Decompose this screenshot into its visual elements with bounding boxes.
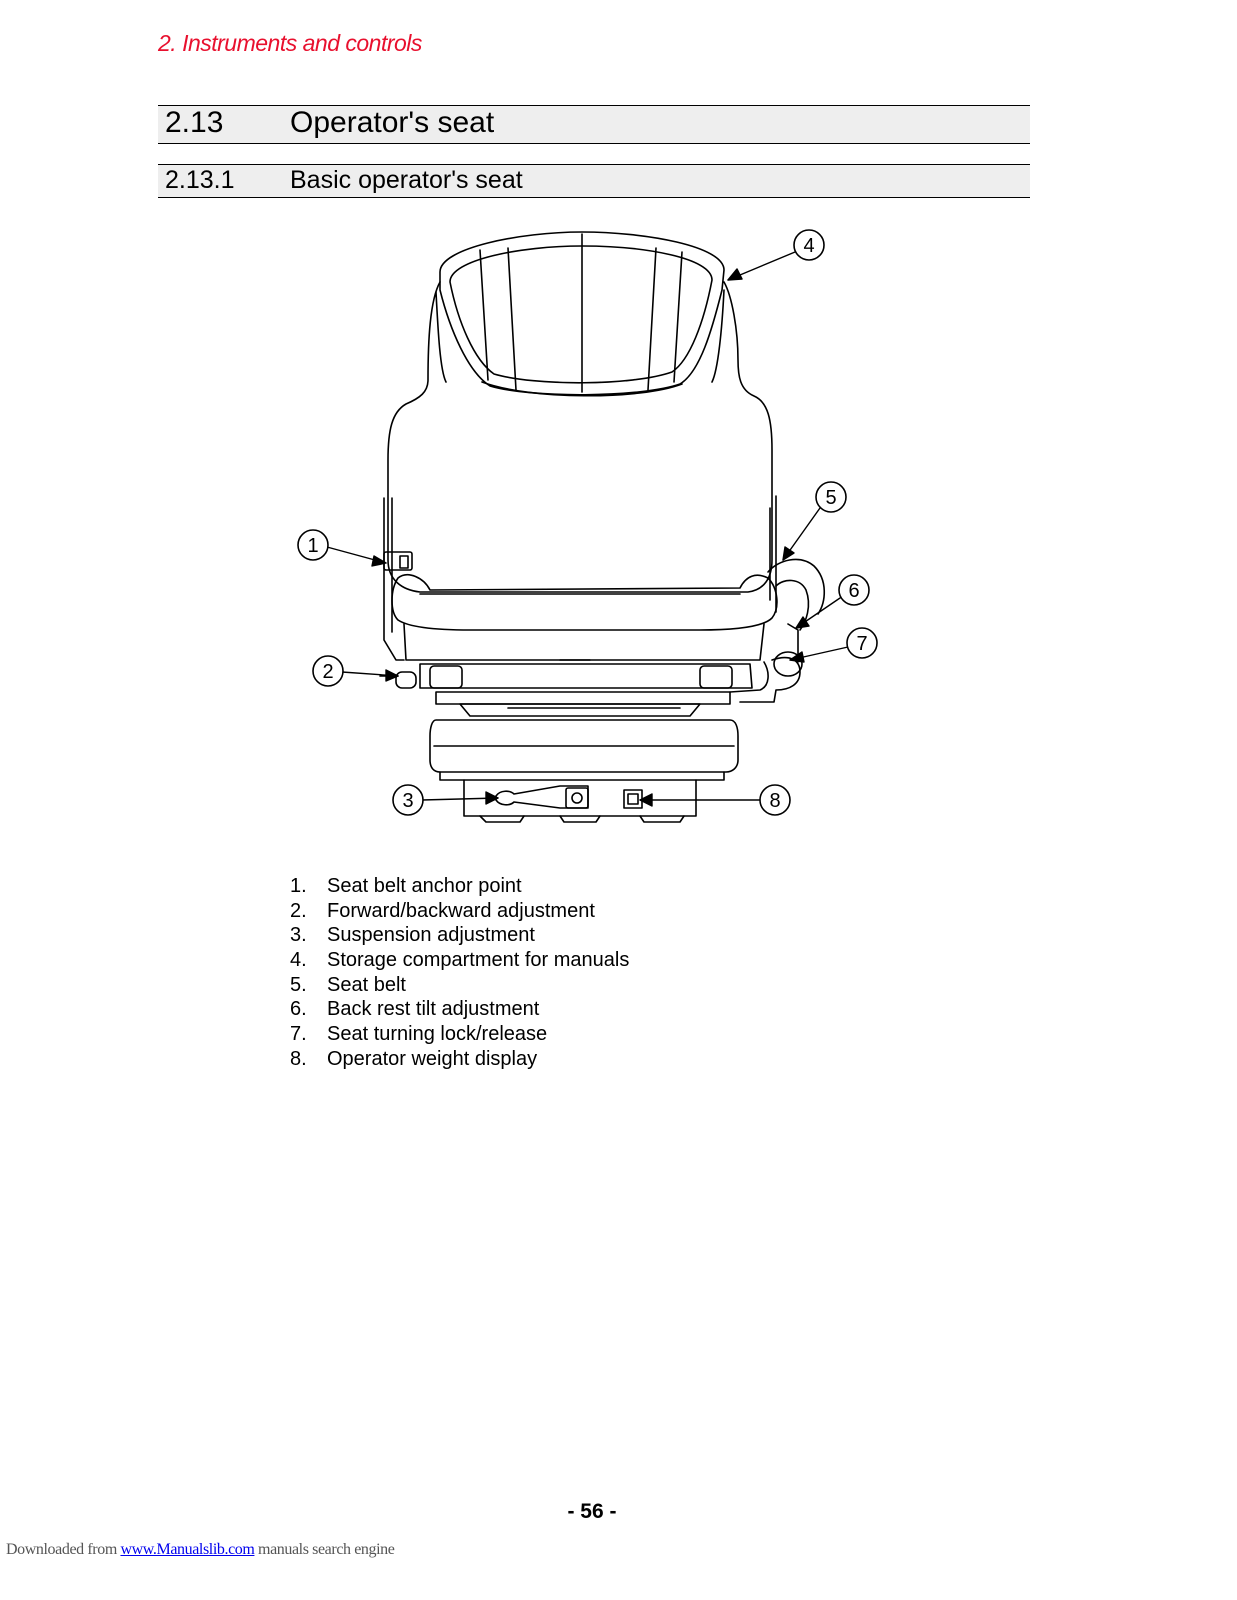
legend-number: 1. xyxy=(290,875,307,897)
legend-number: 7. xyxy=(290,1023,307,1046)
page-number: - 56 - xyxy=(567,1500,617,1523)
legend-item xyxy=(290,899,629,924)
legend-text: Storage compartment for manuals xyxy=(327,949,630,972)
legend-item xyxy=(290,1022,629,1047)
callout-7 xyxy=(847,628,877,658)
parts-legend xyxy=(290,874,629,1072)
callout-2 xyxy=(313,656,343,686)
legend-item xyxy=(290,874,629,899)
svg-text:4: 4 xyxy=(803,235,815,257)
legend-item xyxy=(290,1047,629,1072)
legend-text: Suspension adjustment xyxy=(327,924,535,947)
svg-text:8: 8 xyxy=(769,790,781,812)
legend-text: Forward/backward adjustment xyxy=(327,899,595,922)
legend-item xyxy=(290,973,629,998)
section-title: Operator's seat xyxy=(290,106,495,139)
subsection-number: 2.13.1 xyxy=(165,166,235,194)
download-footer xyxy=(6,1541,394,1559)
legend-number: 6. xyxy=(290,998,307,1021)
legend-text: Seat belt anchor point xyxy=(327,875,522,897)
legend-number: 3. xyxy=(290,924,307,947)
callout-4 xyxy=(794,230,824,260)
legend-number: 8. xyxy=(290,1047,307,1070)
footer-suffix: manuals search engine xyxy=(254,1541,395,1558)
svg-text:1: 1 xyxy=(307,535,319,557)
chapter-header: 2. Instruments and controls xyxy=(158,30,422,56)
manualslib-link[interactable]: www.Manualslib.com xyxy=(120,1541,255,1558)
backrest-drawing xyxy=(380,232,824,822)
svg-text:6: 6 xyxy=(848,580,860,602)
svg-text:2: 2 xyxy=(322,661,334,683)
callout-5 xyxy=(816,482,846,512)
legend-text: Seat belt xyxy=(327,973,406,996)
legend-text: Operator weight display xyxy=(327,1047,538,1070)
svg-text:7: 7 xyxy=(856,633,868,655)
legend-text: Seat turning lock/release xyxy=(327,1023,548,1046)
footer-prefix: Downloaded from xyxy=(6,1541,121,1558)
legend-number: 2. xyxy=(290,899,307,922)
callout-8 xyxy=(760,785,790,815)
callout-3 xyxy=(393,785,423,815)
svg-text:3: 3 xyxy=(402,790,414,812)
legend-item xyxy=(290,997,629,1022)
section-number: 2.13 xyxy=(165,106,224,139)
callout-1 xyxy=(298,530,328,560)
legend-number: 5. xyxy=(290,973,307,996)
svg-text:5: 5 xyxy=(825,487,837,509)
subsection-title: Basic operator's seat xyxy=(290,166,523,194)
legend-item xyxy=(290,923,629,948)
legend-text: Back rest tilt adjustment xyxy=(327,998,540,1021)
legend-number: 4. xyxy=(290,949,307,972)
legend-item xyxy=(290,948,629,973)
callout-6 xyxy=(839,575,869,605)
